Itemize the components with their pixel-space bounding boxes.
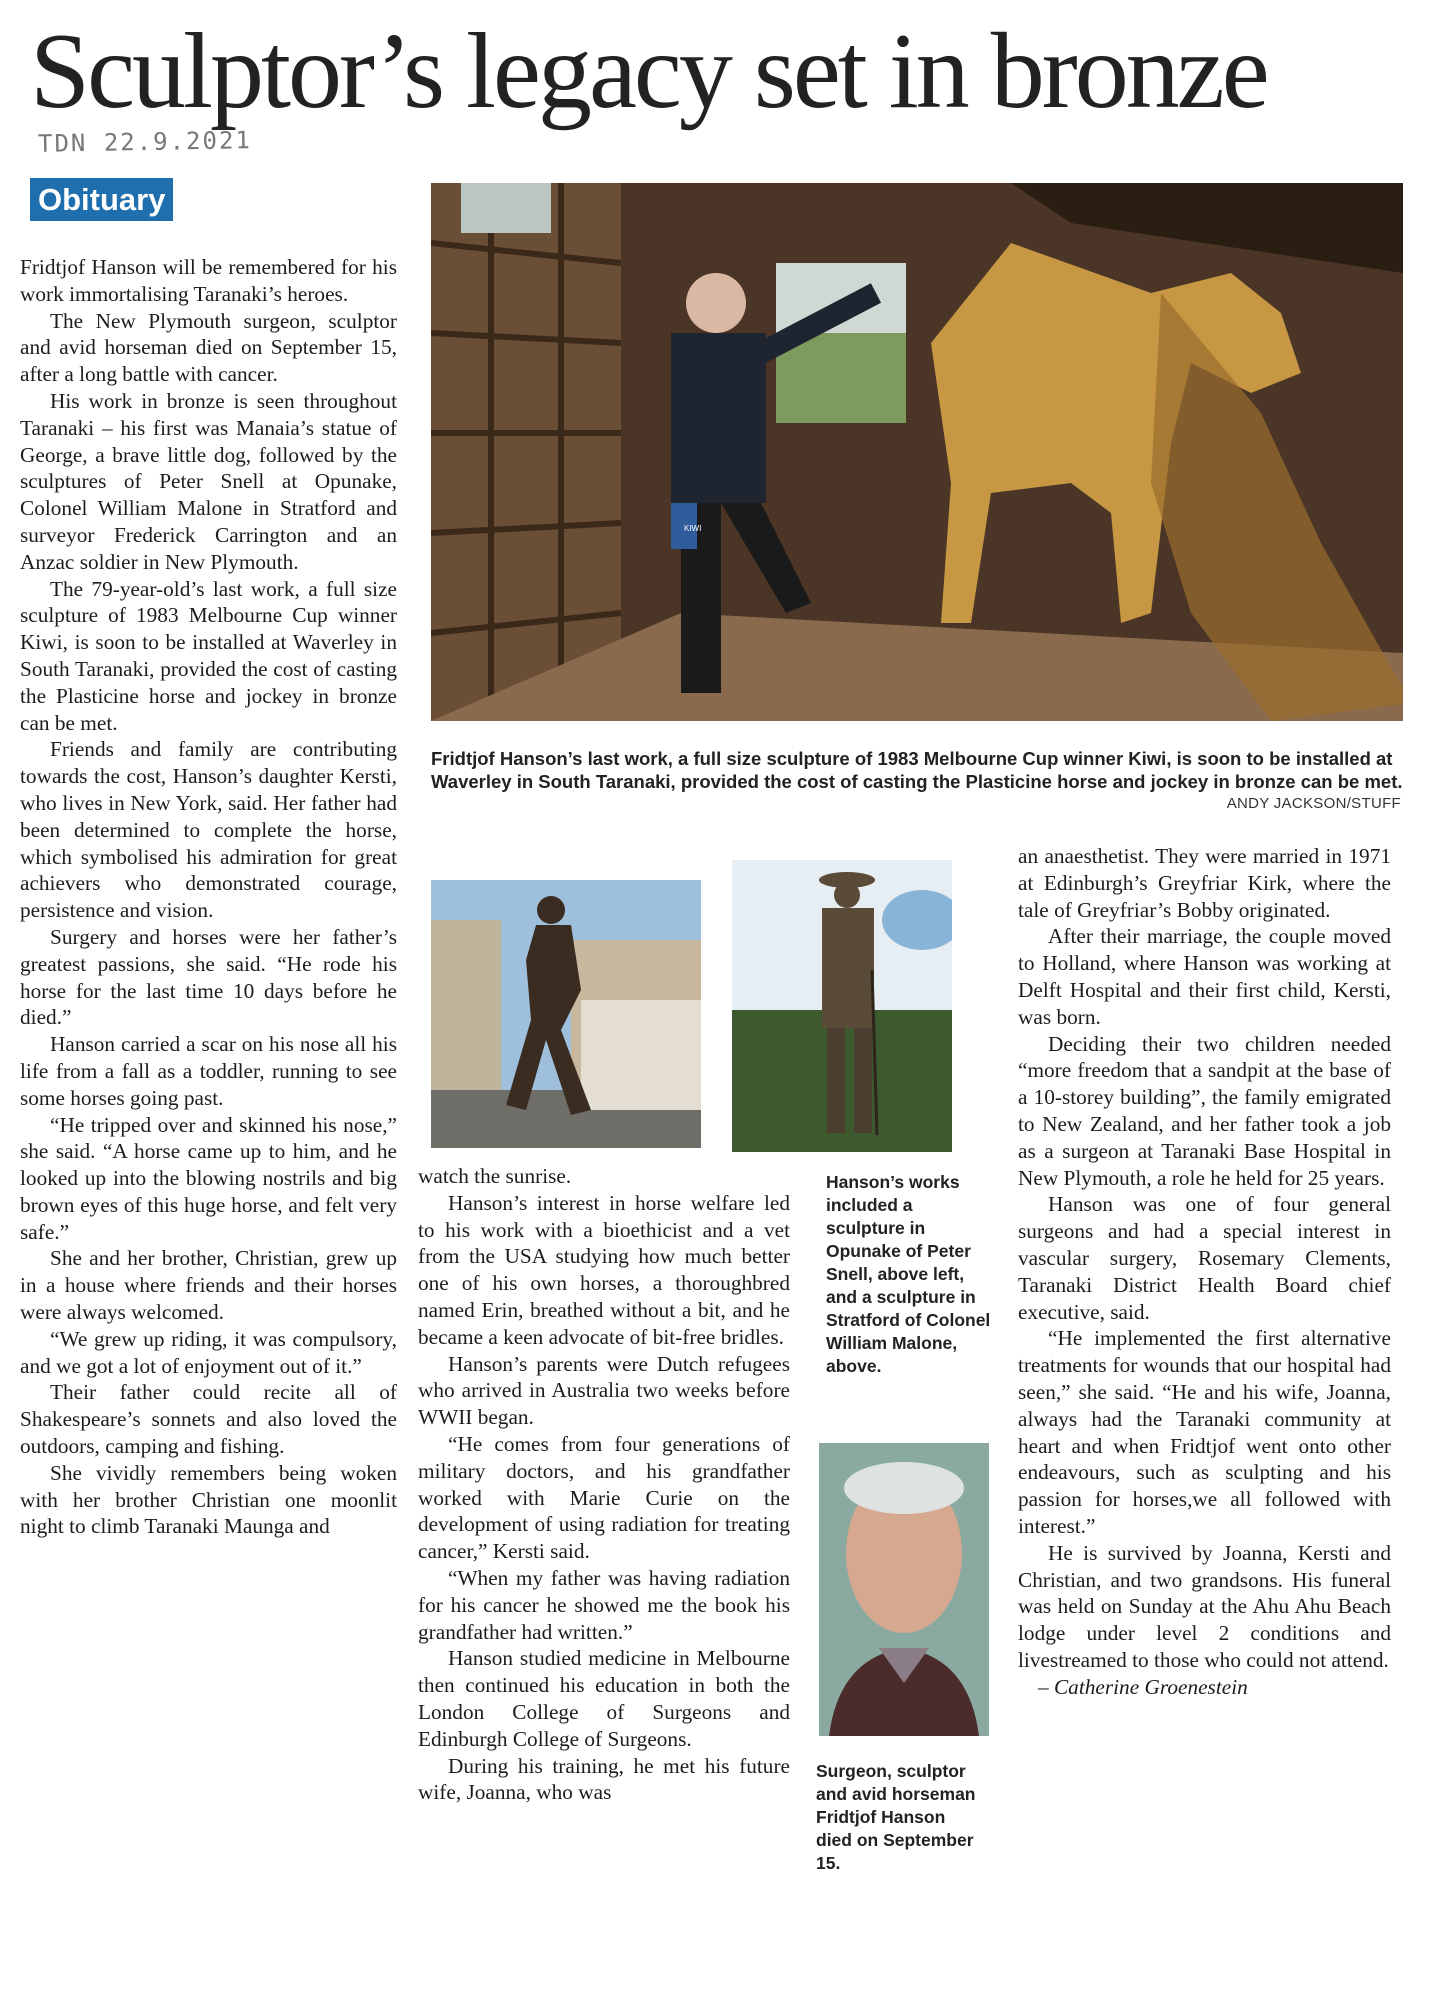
- main-photo-credit: ANDY JACKSON/STUFF: [1226, 795, 1401, 812]
- paragraph: watch the sunrise.: [418, 1164, 572, 1188]
- works-caption: Hanson’s works included a sculpture in Opunake of Peter Snell, above left, and a sculpture in Stratford of Colonel William Malone, above.: [826, 1172, 991, 1376]
- paragraph: Hanson was one of four general surgeons and had a special interest in vascular surgery, Rosemary Clements, Taranaki District Health Board chief executive, said.: [1018, 1192, 1391, 1324]
- paragraph: an anaesthetist. They were married in 1971 at Edinburgh’s Greyfriar Kirk, where the tale of Greyfriar’s Bobby originated.: [1018, 844, 1391, 922]
- paragraph: She and her brother, Christian, grew up in a house where friends and their horses were always welcomed.: [20, 1246, 397, 1325]
- paragraph: “He comes from four generations of military doctors, and his grandfather worked with Marie Curie on the development of using radiation for treating cancer,” Kersti said.: [418, 1431, 790, 1564]
- colonel-malone-statue-photo: [732, 860, 952, 1152]
- paragraph: Friends and family are contributing towards the cost, Hanson’s daughter Kersti, who lives in New York, said. Her father had been determined to complete the horse, which symbolised his admiration for great achievers who demonstrated courage, persistence and vision.: [20, 737, 397, 923]
- main-photo: [431, 183, 1403, 721]
- paragraph: During his training, he met his future wife, Joanna, who was: [418, 1753, 790, 1805]
- paragraph: His work in bronze is seen throughout Taranaki – his first was Manaia’s statue of George, a brave little dog, followed by the sculptures of Peter Snell at Opunake, Colonel William Malone in Stratford and surveyor Frederick Carrington and an Anzac soldier in New Plymouth.: [20, 388, 397, 574]
- book-label: KIWI: [684, 524, 702, 533]
- paragraph: Their father could recite all of Shakespeare’s sonnets and also loved the outdoors, camping and fishing.: [20, 1380, 397, 1459]
- paragraph: Fridtjof Hanson will be remembered for his work immortalising Taranaki’s heroes.: [20, 255, 397, 306]
- paragraph: The 79-year-old’s last work, a full size sculpture of 1983 Melbourne Cup winner Kiwi, is soon to be installed at Waverley in South Taranaki, provided the cost of casting the Plasticine horse and jockey in bronze can be met.: [20, 576, 397, 735]
- paragraph: She vividly remembers being woken with her brother Christian one moonlit night to climb Taranaki Maunga and: [20, 1460, 397, 1539]
- paragraph: Hanson’s parents were Dutch refugees who arrived in Australia two weeks before WWII began.: [418, 1351, 790, 1430]
- paragraph: “We grew up riding, it was compulsory, and we got a lot of enjoyment out of it.”: [20, 1326, 397, 1378]
- paragraph: “He implemented the first alternative treatments for wounds that our hospital had seen,” she said. “He and his wife, Joanna, always had the Taranaki community at heart and when Fridtjof went onto other endeavours, such as sculpting and his passion for horses,we all followed with interest.”: [1018, 1326, 1391, 1538]
- peter-snell-statue-photo: [431, 880, 701, 1148]
- paragraph: “When my father was having radiation for his cancer he showed me the book his grandfather had written.”: [418, 1565, 790, 1644]
- body-column-2: [418, 1163, 790, 1983]
- fridtjof-hanson-portrait: [819, 1443, 989, 1736]
- body-column-4: [1018, 843, 1391, 1983]
- handwritten-date-note: TDN 22.9.2021: [37, 126, 253, 158]
- paragraph: Hanson carried a scar on his nose all his life from a fall as a toddler, running to see some horses going past.: [20, 1032, 397, 1110]
- paragraph: After their marriage, the couple moved to Holland, where Hanson was working at Delft Hospital and their first child, Kersti, was born.: [1018, 924, 1391, 1029]
- paragraph: Hanson’s interest in horse welfare led to his work with a bioethicist and a vet from the USA studying how much better one of his own horses, a thoroughbred named Erin, breathed without a bit, and he became a keen advocate of bit-free bridles.: [418, 1190, 790, 1349]
- paragraph: Deciding their two children needed “more freedom that a sandpit at the base of a 10-storey building”, the family emigrated to New Zealand, and her father took a job as a surgeon at Taranaki Base Hospital in New Plymouth, a role he held for 25 years.: [1018, 1031, 1391, 1190]
- paragraph: He is survived by Joanna, Kersti and Christian, and two grandsons. His funeral was held on Sunday at the Ahu Ahu Beach lodge under level 2 conditions and livestreamed to those who could not attend.: [1018, 1540, 1391, 1672]
- main-photo-caption: Fridtjof Hanson’s last work, a full size sculpture of 1983 Melbourne Cup winner Kiwi, is soon to be installed at Waverley in South Taranaki, provided the cost of casting the Plasticine horse and jockey in bronze can be met.: [431, 748, 1403, 792]
- paragraph: “He tripped over and skinned his nose,” she said. “A horse came up to him, and he looked up into the blowing nostrils and big brown eyes of this huge horse, and felt very safe.”: [20, 1112, 397, 1244]
- paragraph: The New Plymouth surgeon, sculptor and avid horseman died on September 15, after a long battle with cancer.: [20, 308, 397, 387]
- paragraph: Surgery and horses were her father’s greatest passions, she said. “He rode his horse for the last time 10 days before he died.”: [20, 924, 397, 1030]
- body-column-1: [20, 254, 397, 1974]
- portrait-caption: Surgeon, sculptor and avid horseman Fridtjof Hanson died on September 15.: [816, 1761, 976, 1873]
- section-tag: Obituary: [30, 178, 173, 221]
- headline: Sculptor’s legacy set in bronze: [30, 12, 1267, 131]
- paragraph: Hanson studied medicine in Melbourne then continued his education in both the London College of Surgeons and Edinburgh College of Surgeons.: [418, 1646, 790, 1751]
- byline: – Catherine Groenestein: [1038, 1674, 1248, 1699]
